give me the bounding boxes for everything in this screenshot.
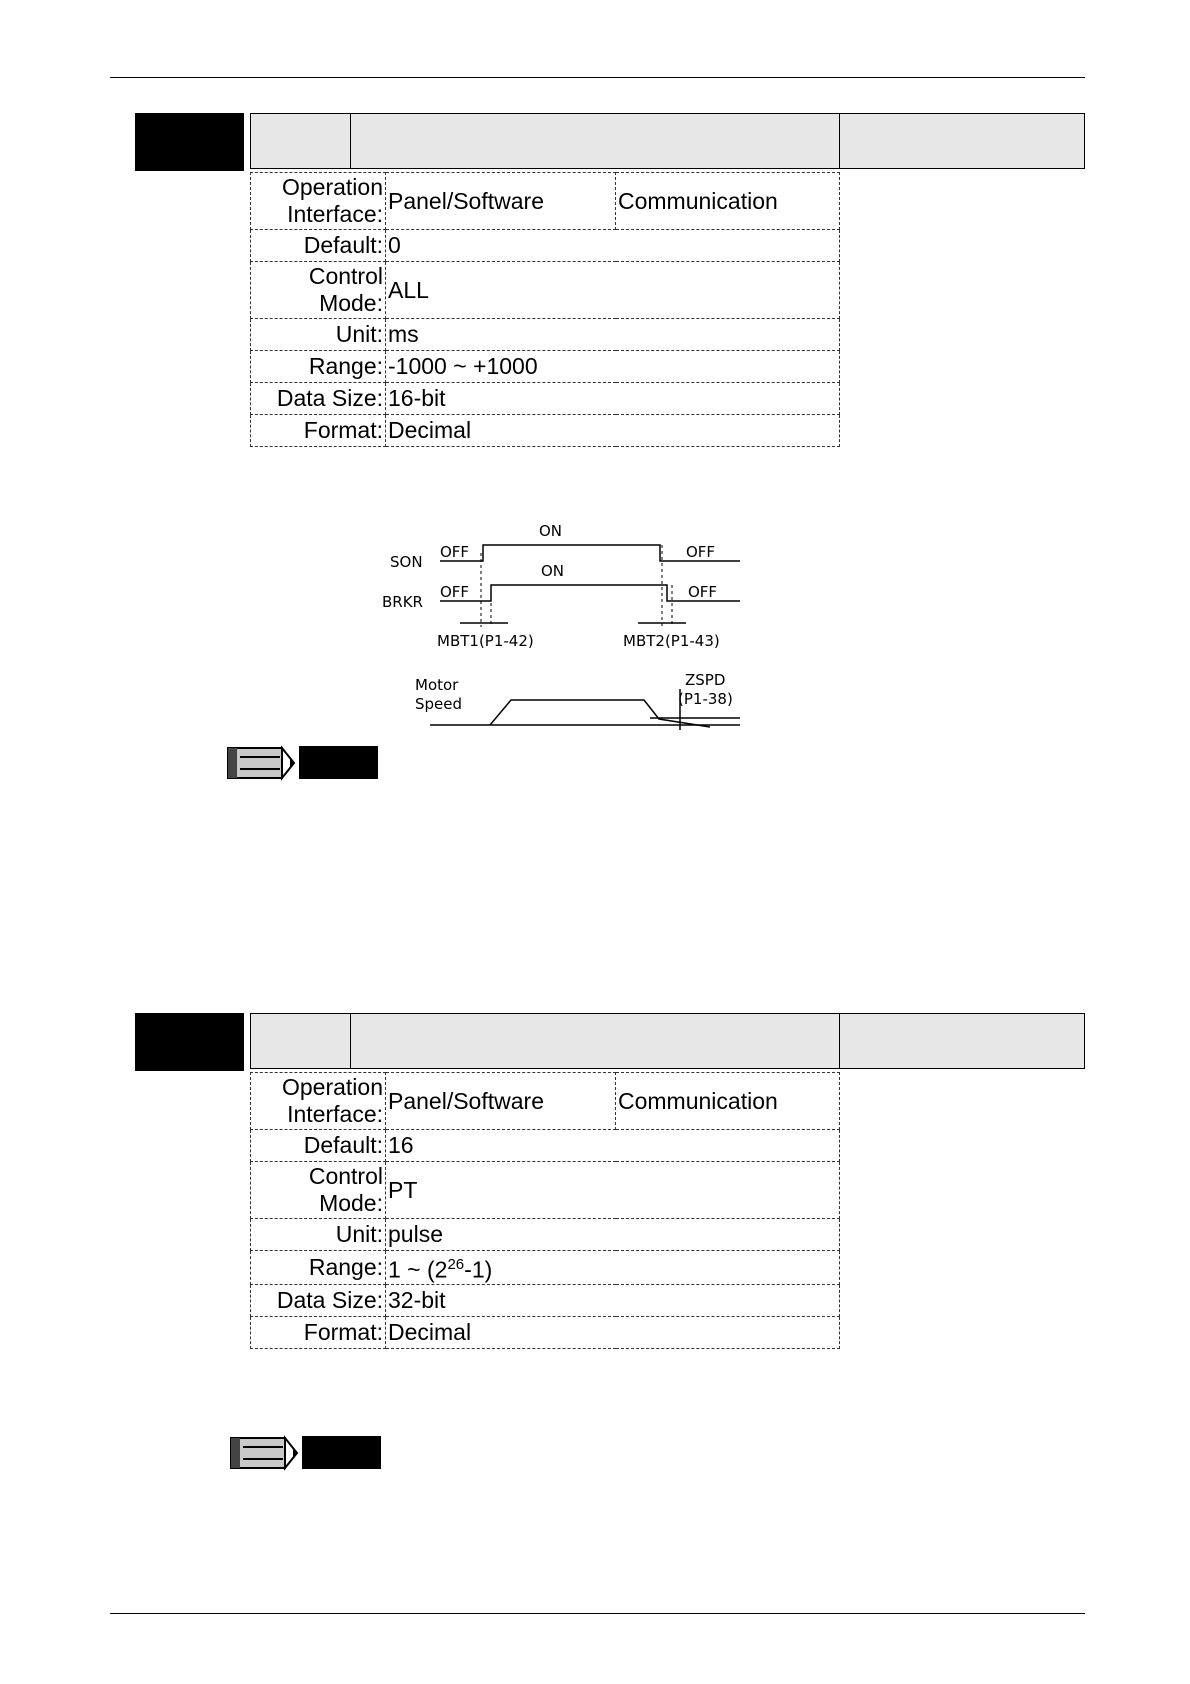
- zspd-param: (P1-38): [678, 690, 733, 708]
- note-marker-1: [226, 743, 386, 783]
- son-label: SON: [390, 553, 423, 571]
- interface-communication: Communication: [616, 1073, 840, 1130]
- parameter-table: [250, 172, 840, 447]
- control-mode-label: Control Mode:: [251, 262, 386, 319]
- range-value: -1000 ~ +1000: [386, 351, 840, 383]
- unit-label: Unit:: [251, 1219, 386, 1251]
- default-value: 16: [386, 1130, 840, 1162]
- parameter-id-tab: [135, 113, 244, 171]
- brkr-on: ON: [541, 562, 565, 580]
- interface-communication: Communication: [616, 173, 840, 230]
- pencil-note-icon: [229, 1433, 299, 1473]
- unit-value: ms: [386, 319, 840, 351]
- header-rule: [110, 77, 1085, 78]
- mbt2-label: MBT2(P1-43): [623, 632, 720, 650]
- range-label: Range:: [251, 1251, 386, 1285]
- control-mode-label: Control Mode:: [251, 1162, 386, 1219]
- son-off-left: OFF: [440, 543, 470, 561]
- mbt1-label: MBT1(P1-42): [437, 632, 534, 650]
- son-off-right: OFF: [686, 543, 716, 561]
- son-on: ON: [539, 522, 563, 540]
- parameter-header-row: [250, 1013, 1085, 1069]
- parameter-table: [250, 1072, 840, 1349]
- data-size-value: 16-bit: [386, 383, 840, 415]
- control-mode-value: ALL: [386, 262, 840, 319]
- note-label-box: [302, 1436, 381, 1469]
- footer-rule: [110, 1613, 1085, 1614]
- unit-value: pulse: [386, 1219, 840, 1251]
- parameter-header-row: [250, 113, 1085, 169]
- speed-label: Speed: [415, 695, 463, 713]
- unit-label: Unit:: [251, 319, 386, 351]
- note-label-box: [299, 746, 378, 779]
- interface-label: Operation Interface:: [251, 1073, 386, 1130]
- interface-panel: Panel/Software: [386, 1073, 616, 1130]
- format-label: Format:: [251, 415, 386, 447]
- range-exponent: 26: [447, 1256, 465, 1273]
- format-value: Decimal: [386, 1316, 840, 1348]
- range-prefix: 1 ~ (2: [388, 1256, 448, 1283]
- brkr-label: BRKR: [382, 593, 423, 611]
- range-label: Range:: [251, 351, 386, 383]
- interface-label: Operation Interface:: [251, 173, 386, 230]
- default-value: 0: [386, 230, 840, 262]
- default-label: Default:: [251, 1130, 386, 1162]
- speed-profile: [490, 700, 710, 727]
- range-suffix: -1): [464, 1256, 493, 1283]
- brkr-off-left: OFF: [440, 583, 470, 601]
- format-label: Format:: [251, 1316, 386, 1348]
- range-value: [386, 1251, 840, 1285]
- pencil-note-icon: [226, 743, 296, 783]
- data-size-value: 32-bit: [386, 1284, 840, 1316]
- parameter-id-tab: [135, 1013, 244, 1071]
- format-value: Decimal: [386, 415, 840, 447]
- motor-label: Motor: [415, 676, 459, 694]
- brake-timing-diagram: [380, 515, 760, 730]
- note-marker-2: [229, 1433, 389, 1473]
- brkr-off-right: OFF: [688, 583, 718, 601]
- control-mode-value: PT: [386, 1162, 840, 1219]
- default-label: Default:: [251, 230, 386, 262]
- zspd-label: ZSPD: [685, 671, 726, 689]
- interface-panel: Panel/Software: [386, 173, 616, 230]
- data-size-label: Data Size:: [251, 1284, 386, 1316]
- data-size-label: Data Size:: [251, 383, 386, 415]
